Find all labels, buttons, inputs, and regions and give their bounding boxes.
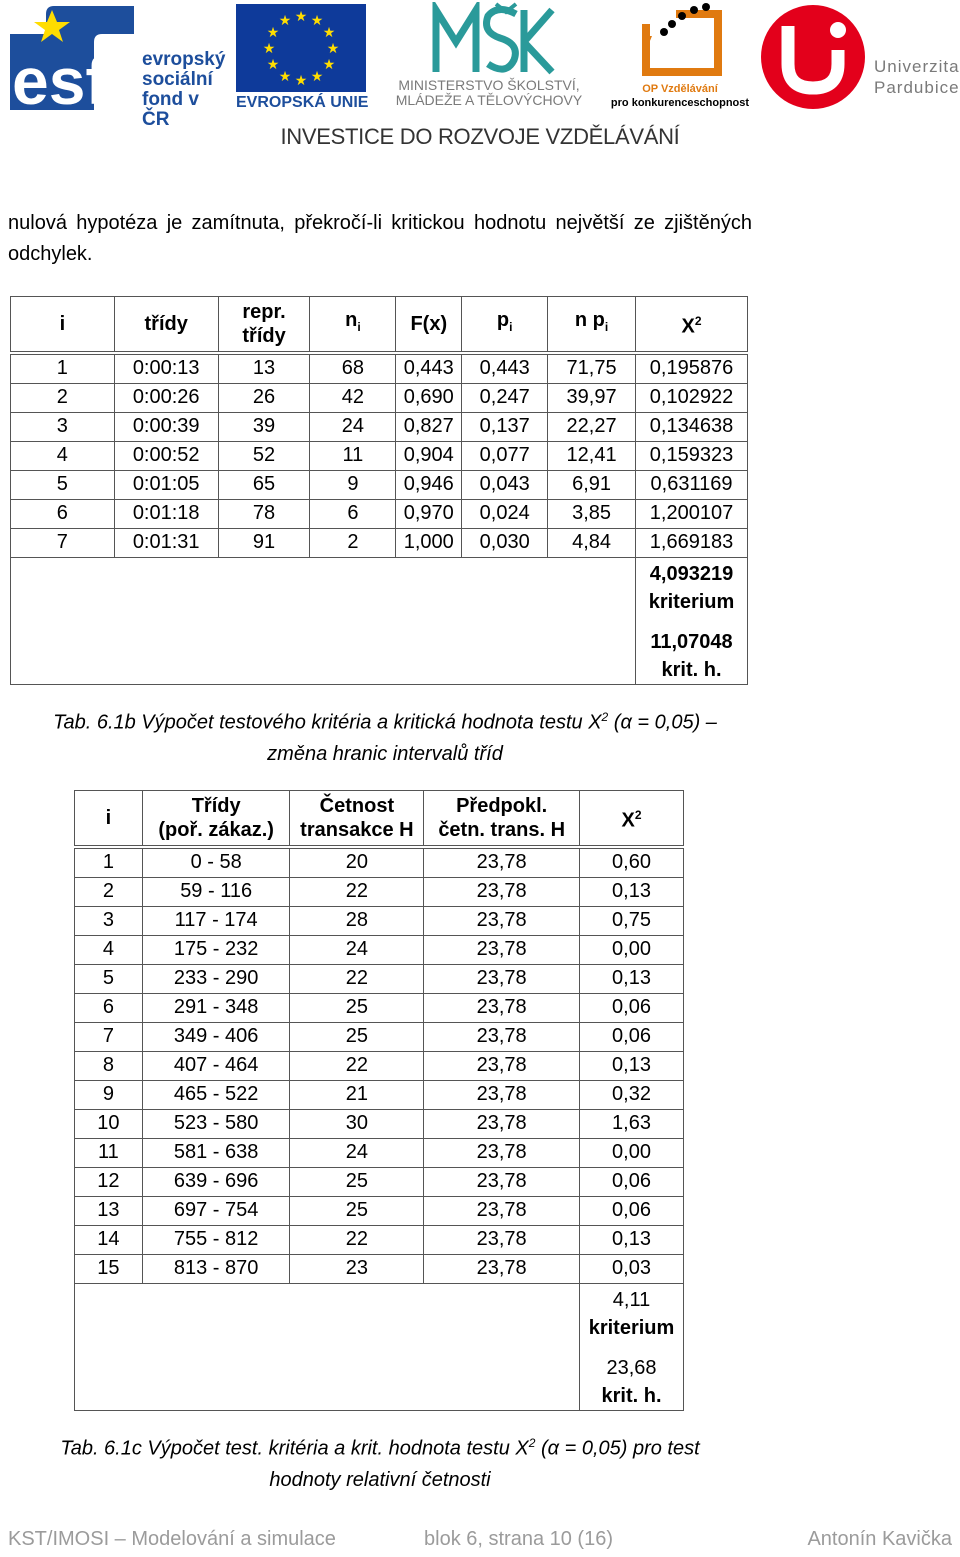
table-row — [11, 353, 748, 384]
t1-header-npi-sub: i — [604, 320, 609, 335]
t2-summary-empty — [75, 1283, 580, 1410]
cell-i: 5 — [11, 470, 115, 499]
cell-i: 10 — [75, 1109, 143, 1138]
cell-x2: 0,00 — [580, 1138, 684, 1167]
cell-predpokl: 23,78 — [424, 1138, 580, 1167]
chi-square-table-1 — [10, 296, 748, 685]
svg-text:★: ★ — [326, 41, 340, 57]
cell-tridy: 349 - 406 — [142, 1022, 290, 1051]
cell-tridy: 0:01:18 — [114, 499, 218, 528]
t1-critical-label: krit. h. — [661, 658, 722, 681]
cell-x2: 0,06 — [580, 1022, 684, 1051]
cell-i: 2 — [75, 877, 143, 906]
t1-header-repr — [218, 297, 310, 353]
cell-x2: 1,669183 — [636, 528, 748, 557]
table2-body — [75, 847, 684, 1284]
cell-predpokl: 23,78 — [424, 1080, 580, 1109]
cell-i: 3 — [75, 906, 143, 935]
t1-header-pi — [462, 297, 548, 353]
table-row — [11, 499, 748, 528]
t1-header-ni-sub: i — [357, 320, 361, 335]
table-row — [75, 877, 684, 906]
table2-header-row — [75, 791, 684, 847]
cell-fx: 0,827 — [396, 412, 462, 441]
cell-x2: 0,195876 — [636, 353, 748, 384]
eu-label: EVROPSKÁ UNIE — [236, 94, 369, 111]
msmt-line-2: MLÁDEŽE A TĚLOVÝCHOVY — [395, 92, 583, 108]
op-mark-icon — [606, 2, 754, 82]
table-row — [75, 1196, 684, 1225]
cell-fx: 0,970 — [396, 499, 462, 528]
t1-header-pi-sub: i — [509, 320, 513, 335]
table1-body — [11, 353, 748, 558]
cell-i: 1 — [75, 847, 143, 878]
cell-fx: 0,690 — [396, 383, 462, 412]
msmt-logo — [376, 2, 602, 112]
svg-text:★: ★ — [310, 13, 324, 29]
t1-header-npi-base: n p — [574, 309, 605, 332]
t2-header-x2 — [580, 791, 684, 847]
t1-header-x2 — [636, 297, 748, 353]
t2-header-cet-l1: Četnost — [319, 794, 395, 817]
cap2-line2: hodnoty relativní četnosti — [269, 1468, 491, 1491]
cell-pi: 0,024 — [462, 499, 548, 528]
footer-author: Antonín Kavička — [807, 1528, 952, 1550]
t1-header-pi-base: p — [496, 309, 510, 332]
cell-predpokl: 23,78 — [424, 935, 580, 964]
cell-tridy: 813 - 870 — [142, 1254, 290, 1283]
cell-ni: 42 — [310, 383, 396, 412]
cell-cetnost: 24 — [290, 935, 424, 964]
svg-text:★: ★ — [278, 69, 292, 85]
cell-ni: 9 — [310, 470, 396, 499]
cell-pi: 0,043 — [462, 470, 548, 499]
table-row — [75, 993, 684, 1022]
cell-predpokl: 23,78 — [424, 906, 580, 935]
cell-cetnost: 25 — [290, 1167, 424, 1196]
cell-tridy: 465 - 522 — [142, 1080, 290, 1109]
svg-text:★: ★ — [266, 57, 280, 73]
t1-header-x2-base: X — [681, 315, 695, 338]
cell-npi: 22,27 — [548, 412, 636, 441]
svg-text:★: ★ — [278, 13, 292, 29]
cell-predpokl: 23,78 — [424, 1051, 580, 1080]
cell-x2: 0,03 — [580, 1254, 684, 1283]
cell-predpokl: 23,78 — [424, 1225, 580, 1254]
table-row — [75, 906, 684, 935]
esf-logo — [6, 4, 228, 130]
table-row — [75, 964, 684, 993]
cell-tridy: 0 - 58 — [142, 847, 290, 878]
cell-i: 9 — [75, 1080, 143, 1109]
table-row — [75, 1051, 684, 1080]
cell-npi: 12,41 — [548, 441, 636, 470]
t1-header-repr-l2: třídy — [242, 324, 286, 347]
t2-criterion-label: kriterium — [588, 1316, 675, 1339]
cell-tridy: 0:00:52 — [114, 441, 218, 470]
tagline: INVESTICE DO ROZVOJE VZDĚLÁVÁNÍ — [280, 124, 680, 149]
cell-tridy: 0:00:13 — [114, 353, 218, 384]
cell-npi: 6,91 — [548, 470, 636, 499]
cell-x2: 1,63 — [580, 1109, 684, 1138]
cell-tridy: 755 - 812 — [142, 1225, 290, 1254]
cell-i: 6 — [11, 499, 115, 528]
op-line-2: pro konkurenceschopnost — [610, 97, 750, 109]
cap1-line2: změna hranic intervalů tříd — [267, 742, 503, 765]
cell-tridy: 0:00:39 — [114, 412, 218, 441]
cell-i: 6 — [75, 993, 143, 1022]
esf-mark-icon — [6, 4, 134, 110]
cell-pi: 0,137 — [462, 412, 548, 441]
t2-header-cetnost — [290, 791, 424, 847]
cell-cetnost: 22 — [290, 1051, 424, 1080]
cell-cetnost: 20 — [290, 847, 424, 878]
cell-predpokl: 23,78 — [424, 1254, 580, 1283]
svg-text:esf: esf — [12, 44, 108, 110]
cell-tridy: 59 - 116 — [142, 877, 290, 906]
t2-header-i: i — [75, 791, 143, 847]
cell-cetnost: 22 — [290, 1225, 424, 1254]
t1-summary-empty — [11, 557, 636, 684]
cell-tridy: 0:00:26 — [114, 383, 218, 412]
cell-ni: 68 — [310, 353, 396, 384]
esf-wordmark — [142, 50, 228, 130]
t1-header-ni — [310, 297, 396, 353]
cell-cetnost: 28 — [290, 906, 424, 935]
cell-cetnost: 22 — [290, 964, 424, 993]
t2-header-tridy — [142, 791, 290, 847]
t2-header-pred-l2: četn. trans. H — [438, 818, 566, 841]
cell-npi: 71,75 — [548, 353, 636, 384]
table-row — [75, 1080, 684, 1109]
esf-line-2: sociální — [142, 69, 213, 90]
t2-criterion — [580, 1284, 683, 1410]
svg-text:★: ★ — [294, 73, 308, 89]
t1-header-tridy: třídy — [114, 297, 218, 353]
cap2-line1 — [20, 1428, 740, 1465]
cell-predpokl: 23,78 — [424, 1022, 580, 1051]
cell-ni: 24 — [310, 412, 396, 441]
cell-tridy: 407 - 464 — [142, 1051, 290, 1080]
table1-header-row — [11, 297, 748, 353]
cap2-line1-pre: Tab. 6.1c Výpočet test. kritéria a krit. hodnota testu X — [60, 1437, 529, 1460]
table2-caption — [20, 1428, 740, 1496]
upce-mark-icon — [760, 4, 866, 110]
table-row — [75, 1138, 684, 1167]
svg-text:★: ★ — [322, 25, 336, 41]
cell-repr: 13 — [218, 353, 310, 384]
t1-criterion-value: 4,093219 — [649, 562, 734, 585]
t1-header-npi — [548, 297, 636, 353]
cell-fx: 0,904 — [396, 441, 462, 470]
cell-ni: 6 — [310, 499, 396, 528]
cell-npi: 3,85 — [548, 499, 636, 528]
table1-caption — [20, 702, 750, 770]
msmt-mark-icon — [376, 2, 602, 76]
cell-tridy: 639 - 696 — [142, 1167, 290, 1196]
cap1-line1-post: (α = 0,05) – — [608, 711, 717, 734]
table-row — [75, 1022, 684, 1051]
cell-fx: 0,946 — [396, 470, 462, 499]
svg-text:★: ★ — [322, 57, 336, 73]
cell-predpokl: 23,78 — [424, 1109, 580, 1138]
table-row — [11, 528, 748, 557]
cell-pi: 0,077 — [462, 441, 548, 470]
cell-ni: 11 — [310, 441, 396, 470]
cell-x2: 0,13 — [580, 877, 684, 906]
cell-tridy: 0:01:05 — [114, 470, 218, 499]
cell-i: 12 — [75, 1167, 143, 1196]
cell-x2: 0,06 — [580, 1196, 684, 1225]
msmt-wordmark — [376, 78, 602, 108]
cell-cetnost: 24 — [290, 1138, 424, 1167]
cell-cetnost: 30 — [290, 1109, 424, 1138]
table-row — [11, 412, 748, 441]
cell-i: 4 — [75, 935, 143, 964]
cell-repr: 78 — [218, 499, 310, 528]
cell-i: 3 — [11, 412, 115, 441]
cell-cetnost: 21 — [290, 1080, 424, 1109]
t1-header-fx: F(x) — [396, 297, 462, 353]
cell-repr: 52 — [218, 441, 310, 470]
t2-header-cet-l2: transakce H — [300, 818, 414, 841]
cell-x2: 0,631169 — [636, 470, 748, 499]
t1-criterion — [636, 558, 747, 684]
upce-line-2: Pardubice — [874, 78, 960, 97]
op-wordmark — [606, 82, 754, 110]
cell-i: 11 — [75, 1138, 143, 1167]
t2-header-tridy-l1: Třídy — [191, 794, 241, 817]
cell-cetnost: 23 — [290, 1254, 424, 1283]
cell-cetnost: 25 — [290, 1022, 424, 1051]
upce-wordmark — [874, 56, 960, 98]
cell-x2: 0,13 — [580, 964, 684, 993]
table-row — [11, 470, 748, 499]
footer-course: KST/IMOSI – Modelování a simulace — [8, 1528, 336, 1550]
t2-header-pred-l1: Předpokl. — [456, 794, 548, 817]
cell-fx: 0,443 — [396, 353, 462, 384]
t1-critical-value: 11,07048 — [650, 630, 733, 653]
cell-cetnost: 25 — [290, 993, 424, 1022]
cell-x2: 0,06 — [580, 1167, 684, 1196]
cap1-line1-pre: Tab. 6.1b Výpočet testového kritéria a kritická hodnota testu X — [53, 711, 602, 734]
svg-text:★: ★ — [294, 9, 308, 25]
footer-page: blok 6, strana 10 (16) — [424, 1528, 613, 1550]
cell-x2: 0,134638 — [636, 412, 748, 441]
cell-repr: 65 — [218, 470, 310, 499]
cell-i: 4 — [11, 441, 115, 470]
cell-predpokl: 23,78 — [424, 847, 580, 878]
cell-x2: 1,200107 — [636, 499, 748, 528]
cell-i: 7 — [11, 528, 115, 557]
t2-header-x2-sup: 2 — [634, 807, 642, 822]
cell-i: 7 — [75, 1022, 143, 1051]
esf-line-3: fond v ČR — [142, 89, 199, 130]
cell-i: 14 — [75, 1225, 143, 1254]
chi-square-table-2 — [74, 790, 684, 1411]
cell-predpokl: 23,78 — [424, 964, 580, 993]
upce-line-1: Univerzita — [874, 57, 960, 76]
cell-x2: 0,32 — [580, 1080, 684, 1109]
cell-npi: 4,84 — [548, 528, 636, 557]
cell-i: 2 — [11, 383, 115, 412]
table-row — [75, 1109, 684, 1138]
cell-tridy: 0:01:31 — [114, 528, 218, 557]
cell-tridy: 291 - 348 — [142, 993, 290, 1022]
cap2-line1-post: (α = 0,05) pro test — [535, 1437, 700, 1460]
msmt-line-1: MINISTERSTVO ŠKOLSTVÍ, — [398, 77, 580, 93]
cap1-line1 — [20, 702, 750, 739]
cell-i: 13 — [75, 1196, 143, 1225]
cell-tridy: 581 - 638 — [142, 1138, 290, 1167]
cell-cetnost: 25 — [290, 1196, 424, 1225]
cell-predpokl: 23,78 — [424, 1196, 580, 1225]
intro-paragraph: nulová hypotéza je zamítnuta, překročí-li kritickou hodnotu největší ze zjištěných odchylek. — [8, 212, 752, 265]
table-row — [75, 1225, 684, 1254]
table-row — [11, 441, 748, 470]
table1-summary-row — [11, 557, 748, 684]
cell-tridy: 523 - 580 — [142, 1109, 290, 1138]
t1-summary-cell — [636, 557, 748, 684]
cap1-line1-sup: 2 — [601, 710, 609, 724]
cell-x2: 0,60 — [580, 847, 684, 878]
eu-flag-icon — [236, 4, 366, 92]
cell-pi: 0,443 — [462, 353, 548, 384]
cell-repr: 26 — [218, 383, 310, 412]
cell-ni: 2 — [310, 528, 396, 557]
upce-logo — [760, 4, 960, 110]
svg-text:★: ★ — [262, 41, 276, 57]
cell-tridy: 117 - 174 — [142, 906, 290, 935]
logo-bar — [0, 0, 960, 160]
cell-cetnost: 22 — [290, 877, 424, 906]
cell-tridy: 697 - 754 — [142, 1196, 290, 1225]
cell-x2: 0,06 — [580, 993, 684, 1022]
t2-header-tridy-l2: (poř. zákaz.) — [158, 818, 274, 841]
esf-line-1: evropský — [142, 49, 226, 70]
cell-x2: 0,159323 — [636, 441, 748, 470]
cell-x2: 0,102922 — [636, 383, 748, 412]
cell-i: 15 — [75, 1254, 143, 1283]
table-row — [75, 847, 684, 878]
cell-repr: 39 — [218, 412, 310, 441]
table-row — [75, 1254, 684, 1283]
cell-fx: 1,000 — [396, 528, 462, 557]
t1-header-x2-sup: 2 — [694, 313, 702, 328]
cell-predpokl: 23,78 — [424, 1167, 580, 1196]
cell-repr: 91 — [218, 528, 310, 557]
t1-header-i: i — [11, 297, 115, 353]
t2-critical-label: krit. h. — [601, 1384, 662, 1407]
cell-x2: 0,00 — [580, 935, 684, 964]
t2-header-predpokl — [424, 791, 580, 847]
t1-header-ni-base: n — [345, 309, 358, 332]
cell-x2: 0,75 — [580, 906, 684, 935]
table-row — [11, 383, 748, 412]
t2-summary-cell — [580, 1283, 684, 1410]
cell-tridy: 233 - 290 — [142, 964, 290, 993]
cell-x2: 0,13 — [580, 1051, 684, 1080]
cell-predpokl: 23,78 — [424, 993, 580, 1022]
cell-i: 8 — [75, 1051, 143, 1080]
cell-predpokl: 23,78 — [424, 877, 580, 906]
cell-pi: 0,030 — [462, 528, 548, 557]
op-line-1: OP Vzdělávání — [642, 83, 718, 95]
t2-critical-value: 23,68 — [606, 1356, 657, 1379]
cell-npi: 39,97 — [548, 383, 636, 412]
cell-pi: 0,247 — [462, 383, 548, 412]
cell-i: 5 — [75, 964, 143, 993]
op-logo — [606, 2, 754, 114]
cap2-line1-sup: 2 — [528, 1436, 536, 1450]
cell-tridy: 175 - 232 — [142, 935, 290, 964]
svg-text:★: ★ — [266, 25, 280, 41]
cell-x2: 0,13 — [580, 1225, 684, 1254]
t2-header-x2-base: X — [621, 809, 635, 832]
t2-criterion-value: 4,11 — [612, 1288, 651, 1311]
table-row — [75, 1167, 684, 1196]
svg-text:★: ★ — [310, 69, 324, 85]
t1-header-repr-l1: repr. — [242, 300, 286, 323]
cell-i: 1 — [11, 353, 115, 384]
t1-criterion-label: kriterium — [648, 590, 735, 613]
table2-summary-row — [75, 1283, 684, 1410]
table-row — [75, 935, 684, 964]
eu-logo — [236, 4, 369, 111]
